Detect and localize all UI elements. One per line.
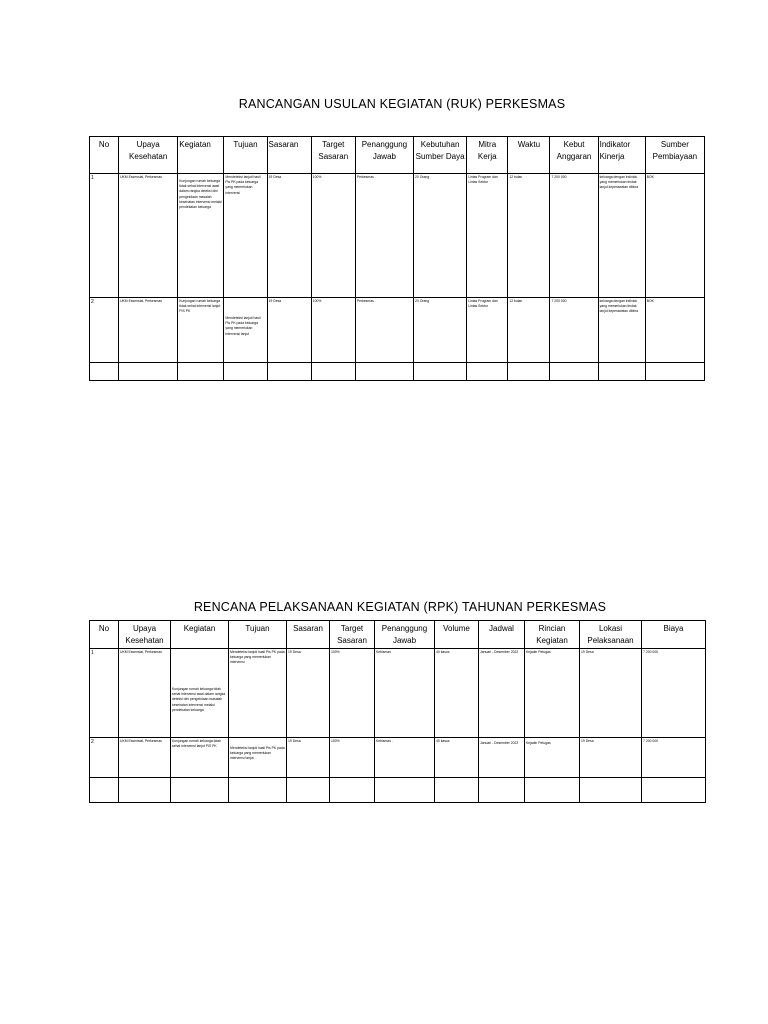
rpk-cell-target: 100% xyxy=(330,649,375,738)
ruk-col-waktu: Waktu xyxy=(508,137,550,174)
rpk-cell-biaya: 7 200 000 xyxy=(642,649,706,738)
rpk-cell-penanggung-jawab: Kebismas xyxy=(375,649,435,738)
rpk-cell-empty xyxy=(525,778,580,803)
rpk-cell-rincian: Kejadin Petugas xyxy=(525,738,580,778)
ruk-cell-empty xyxy=(311,363,355,381)
rpk-cell-lokasi: 19 Desa xyxy=(580,649,642,738)
ruk-cell-kebutuhan: 20 Orang xyxy=(414,174,467,298)
ruk-cell-sasaran: 19 Desa xyxy=(267,174,311,298)
ruk-row-2 xyxy=(90,298,705,363)
ruk-cell-empty xyxy=(508,363,550,381)
rpk-cell-empty xyxy=(330,778,375,803)
rpk-cell-empty xyxy=(642,778,706,803)
rpk-cell-tujuan: Mendeteksi lanjuti hasil Pis PK pada keluarga yang memerlukan intervensi lanjut xyxy=(229,738,287,778)
ruk-col-kebutuhan-sumber-daya: Kebutuhan Sumber Daya xyxy=(414,137,467,174)
ruk-cell-upaya: UKM Essensial, Perkesmas xyxy=(119,298,178,363)
ruk-col-mitra-kerja: Mitra Kerja xyxy=(467,137,508,174)
rpk-col-no: No xyxy=(90,621,119,649)
rpk-col-biaya: Biaya xyxy=(642,621,706,649)
ruk-title: RANCANGAN USULAN KEGIATAN (RUK) PERKESMAS xyxy=(238,97,566,111)
ruk-cell-empty xyxy=(178,363,224,381)
rpk-cell-empty xyxy=(375,778,435,803)
ruk-cell-kegiatan: Kunjungan rumah keluarga tidak sehat intervensi lanjut PIS PK xyxy=(178,298,224,363)
ruk-col-sasaran: Sasaran xyxy=(267,137,311,174)
ruk-cell-penanggung-jawab: Perkesmas . xyxy=(355,174,413,298)
ruk-col-indikator-kinerja: Indikator Kinerja xyxy=(598,137,645,174)
ruk-cell-empty xyxy=(414,363,467,381)
ruk-cell-no: 1 xyxy=(90,174,119,298)
ruk-cell-empty xyxy=(267,363,311,381)
rpk-col-tujuan: Tujuan xyxy=(229,621,287,649)
rpk-cell-empty xyxy=(119,778,171,803)
ruk-cell-no: 2 xyxy=(90,298,119,363)
ruk-col-penanggung-jawab: Penanggung Jawab xyxy=(355,137,413,174)
ruk-col-no: No xyxy=(90,137,119,174)
rpk-cell-target: 100% xyxy=(330,738,375,778)
rpk-cell-sasaran: 19 Desa xyxy=(287,649,330,738)
ruk-cell-upaya: UKM Essensial, Perkesmas xyxy=(119,174,178,298)
rpk-cell-jadwal: Januari - Desember 2022 xyxy=(479,649,525,738)
rpk-col-jadwal: Jadwal xyxy=(479,621,525,649)
rpk-cell-empty xyxy=(287,778,330,803)
rpk-cell-empty xyxy=(435,778,479,803)
ruk-cell-sumber: BOK xyxy=(645,174,704,298)
ruk-cell-target: 100% xyxy=(311,298,355,363)
rpk-cell-no: 2 xyxy=(90,738,119,778)
rpk-cell-upaya: UKM Essensial, Perkesmas xyxy=(119,738,171,778)
ruk-cell-empty xyxy=(355,363,413,381)
ruk-cell-anggaran: 7 200 000 xyxy=(550,174,598,298)
rpk-cell-empty xyxy=(229,778,287,803)
rpk-row-2 xyxy=(90,738,706,778)
ruk-cell-target: 100% xyxy=(311,174,355,298)
rpk-col-rincian-kegiatan: Rincian Kegiatan xyxy=(525,621,580,649)
rpk-cell-sasaran: 19 Desa xyxy=(287,738,330,778)
rpk-cell-kegiatan: Kunjungan rumah keluarga tidak sehat intervensi lanjut PIS PK xyxy=(171,738,229,778)
rpk-cell-empty xyxy=(90,778,119,803)
rpk-cell-empty xyxy=(479,778,525,803)
ruk-col-sumber-pembiayaan: Sumber Pembiayaan xyxy=(645,137,704,174)
rpk-col-lokasi-pelaksanaan: Lokasi Pelaksanaan xyxy=(580,621,642,649)
ruk-col-target-sasaran: Target Sasaran xyxy=(311,137,355,174)
ruk-cell-empty xyxy=(224,363,267,381)
ruk-cell-mitra: Lintas Program dan Lintas Sektor xyxy=(467,298,508,363)
ruk-cell-tujuan: Mendeteksi lanjuti hasil Pis PK pada keluarga yang memerlukan intervensi lanjut xyxy=(224,298,267,363)
ruk-cell-waktu: 12 bulan xyxy=(508,174,550,298)
ruk-cell-anggaran: 7 200 000 xyxy=(550,298,598,363)
rpk-col-sasaran: Sasaran xyxy=(287,621,330,649)
rpk-row-empty xyxy=(90,778,706,803)
rpk-table xyxy=(89,620,706,803)
ruk-header-row xyxy=(90,137,705,174)
rpk-header-row xyxy=(90,621,706,649)
rpk-col-penanggung-jawab: Penanggung Jawab xyxy=(375,621,435,649)
rpk-cell-kegiatan: Kunjungan rumah keluarga tidak sehat intervensi awal dalam rangka deteksi dini pengelolaan masalah kesehatan intervensi melalui pendekatan keluarga xyxy=(171,649,229,738)
rpk-row-1 xyxy=(90,649,706,738)
ruk-cell-indikator: keluarga dengan individu yang memerlukan tindak lanjut keperawatan dibina xyxy=(598,174,645,298)
ruk-cell-tujuan: Mendeteksi lanjuti hasil Pis PK pada keluarga yang memerlukan intervensi xyxy=(224,174,267,298)
rpk-cell-rincian: Kejadin Petugas xyxy=(525,649,580,738)
rpk-col-upaya-kesehatan: Upaya Kesehatan xyxy=(119,621,171,649)
ruk-cell-waktu: 12 bulan xyxy=(508,298,550,363)
ruk-cell-penanggung-jawab: Perkesmas . xyxy=(355,298,413,363)
rpk-col-volume: Volume xyxy=(435,621,479,649)
ruk-col-kegiatan: Kegiatan xyxy=(178,137,224,174)
ruk-cell-empty xyxy=(645,363,704,381)
rpk-cell-jadwal: Januari - Desember 2022 xyxy=(479,738,525,778)
rpk-title: RENCANA PELAKSANAAN KEGIATAN (RPK) TAHUNAN PERKESMAS xyxy=(193,600,607,614)
rpk-cell-tujuan: Mendeteksi lanjuti hasil Pis PK pada keluarga yang memerlukan intervensi xyxy=(229,649,287,738)
ruk-cell-empty xyxy=(119,363,178,381)
ruk-cell-kebutuhan: 20 Orang xyxy=(414,298,467,363)
ruk-cell-empty xyxy=(598,363,645,381)
ruk-cell-kegiatan: Kunjungan rumah keluarga tidak sehat intervensi awal dalam rangka deteksi dini pengelolaan masalah kesehatan intervensi melalui pendekatan keluarga xyxy=(178,174,224,298)
ruk-col-kebut-anggaran: Kebut Anggaran xyxy=(550,137,598,174)
rpk-cell-biaya: 7 200 000 xyxy=(642,738,706,778)
rpk-cell-empty xyxy=(580,778,642,803)
rpk-cell-no: 1 xyxy=(90,649,119,738)
ruk-cell-empty xyxy=(467,363,508,381)
rpk-cell-penanggung-jawab: Kebismas . xyxy=(375,738,435,778)
ruk-cell-indikator: keluarga dengan individu yang memerlukan tindak lanjut keperawatan dibina xyxy=(598,298,645,363)
ruk-col-tujuan: Tujuan xyxy=(224,137,267,174)
rpk-col-kegiatan: Kegiatan xyxy=(171,621,229,649)
rpk-cell-lokasi: 19 Desa xyxy=(580,738,642,778)
ruk-col-upaya-kesehatan: Upaya Kesehatan xyxy=(119,137,178,174)
ruk-cell-empty xyxy=(90,363,119,381)
ruk-cell-sumber: BOK xyxy=(645,298,704,363)
rpk-cell-volume: 40 kasus xyxy=(435,738,479,778)
ruk-cell-empty xyxy=(550,363,598,381)
ruk-row-empty xyxy=(90,363,705,381)
rpk-cell-empty xyxy=(171,778,229,803)
ruk-cell-mitra: Lintas Program dan Lintas Sektor xyxy=(467,174,508,298)
ruk-cell-sasaran: 19 Desa xyxy=(267,298,311,363)
ruk-table xyxy=(89,136,705,381)
rpk-cell-volume: 40 kasus xyxy=(435,649,479,738)
ruk-row-1 xyxy=(90,174,705,298)
rpk-col-target-sasaran: Target Sasaran xyxy=(330,621,375,649)
rpk-cell-upaya: UKM Essensial, Perkesmas xyxy=(119,649,171,738)
